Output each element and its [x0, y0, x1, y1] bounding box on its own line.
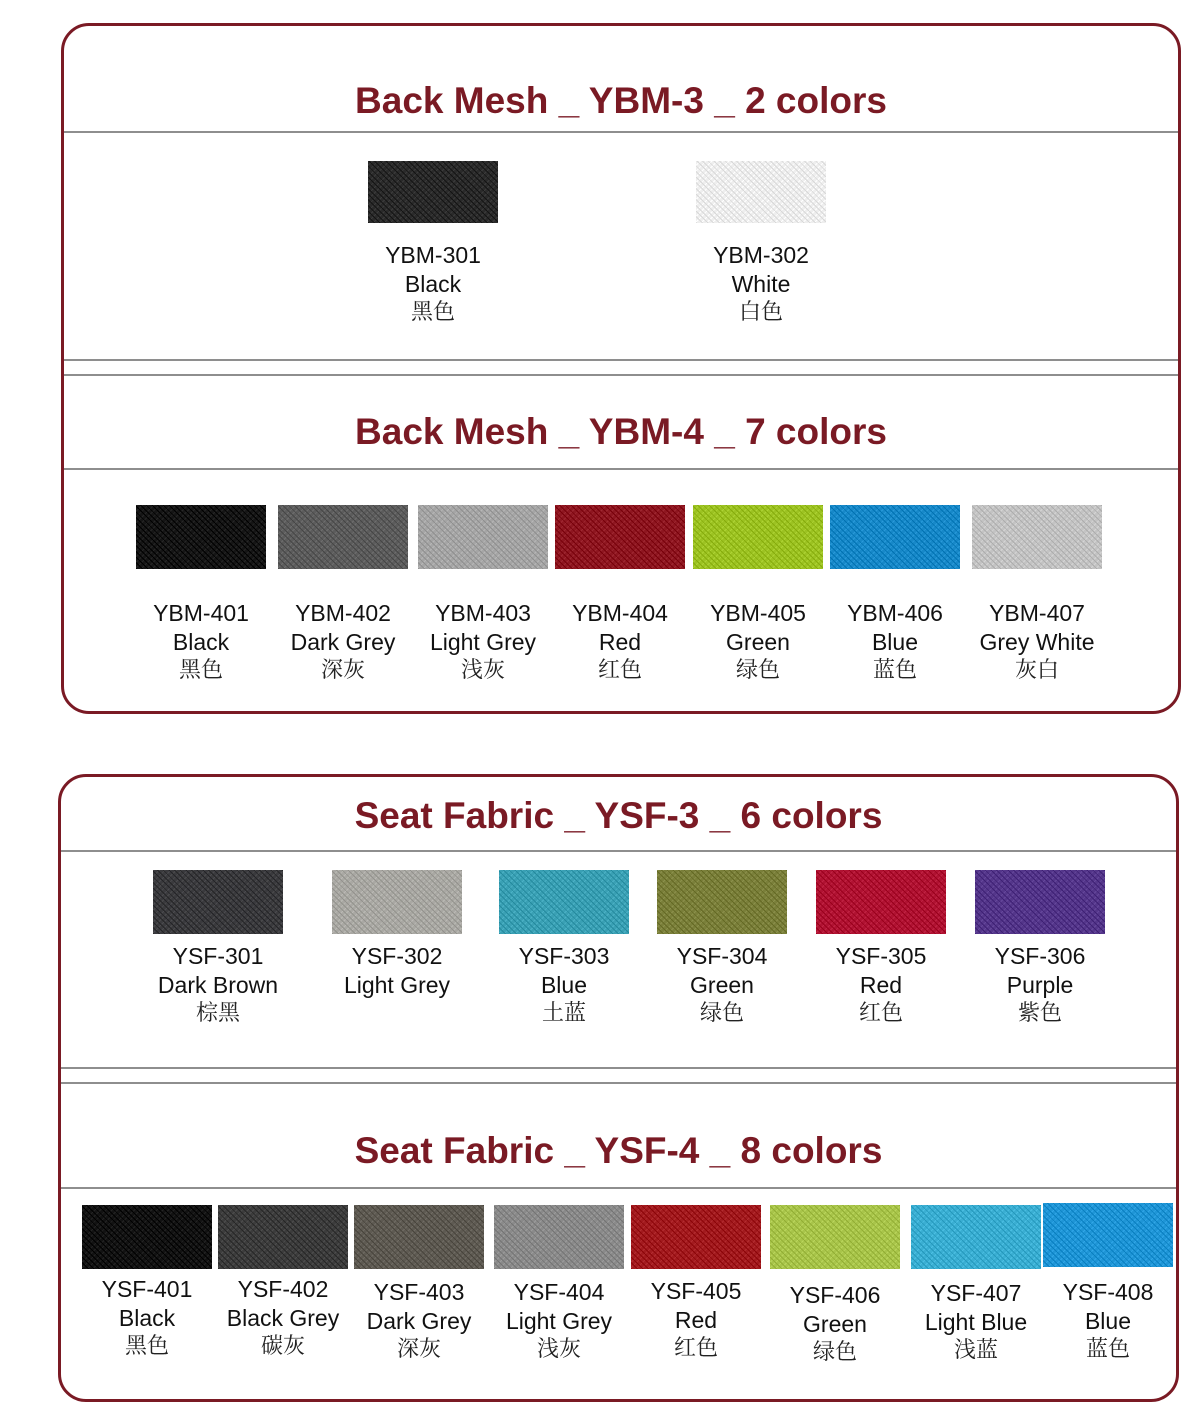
swatch-item: [72, 1205, 222, 1361]
swatch-name-cn: 浅蓝: [953, 1338, 998, 1363]
swatch-code: YSF-305: [835, 943, 927, 969]
swatch-name-cn: 蓝色: [1085, 1337, 1130, 1362]
swatch-code: YBM-405: [710, 600, 806, 626]
swatch-item: [408, 505, 558, 685]
section-title-ysf-4: Seat Fabric _ YSF-4 _ 8 colors: [354, 1130, 883, 1171]
swatch-name-cn: 深灰: [396, 1337, 441, 1362]
swatch-name: Light Grey: [505, 1308, 613, 1334]
swatch-code: YBM-404: [572, 600, 668, 626]
swatch-ybm-301: [368, 161, 498, 223]
section-title-ybm-4: Back Mesh _ YBM-4 _ 7 colors: [355, 411, 887, 452]
swatch-name: Dark Grey: [366, 1308, 472, 1334]
swatch-code: YBM-401: [153, 600, 249, 626]
swatch-ysf-304: [657, 870, 787, 934]
swatch-code: YBM-402: [295, 600, 391, 626]
swatch-name: Green: [803, 1311, 867, 1337]
swatch-item: [820, 505, 970, 685]
swatch-name: Black Grey: [226, 1305, 340, 1331]
swatch-ybm-406: [830, 505, 960, 569]
swatch-item: [268, 505, 418, 685]
swatch-name: Light Grey: [429, 629, 537, 655]
swatch-name-cn: 浅灰: [536, 1337, 581, 1362]
swatch-item: [484, 1205, 634, 1364]
swatch-name: Black: [172, 629, 230, 655]
swatch-ysf-403: [354, 1205, 484, 1269]
swatch-name: Dark Brown: [157, 972, 279, 998]
swatch-name: Green: [690, 972, 754, 998]
swatch-name-cn: 黑色: [410, 300, 455, 325]
swatch-ybm-405: [693, 505, 823, 569]
seat-fabric-panel: [58, 774, 1179, 1402]
swatch-item: [806, 870, 956, 1028]
swatch-ysf-401: [82, 1205, 212, 1269]
back-mesh-panel: [61, 23, 1181, 714]
swatch-name-cn: 土蓝: [541, 1001, 586, 1026]
swatch-name: Light Grey: [343, 972, 451, 998]
swatch-ybm-302: [696, 161, 826, 223]
swatch-ysf-408: [1043, 1203, 1173, 1267]
swatch-code: YSF-303: [518, 943, 610, 969]
swatch-ysf-301: [153, 870, 283, 934]
swatch-ysf-402: [218, 1205, 348, 1269]
swatch-code: YBM-406: [847, 600, 943, 626]
swatch-item: [344, 1205, 494, 1364]
swatch-item: [143, 870, 293, 1028]
divider: [64, 468, 1178, 470]
swatch-ysf-305: [816, 870, 946, 934]
swatch-ysf-306: [975, 870, 1105, 934]
swatch-ysf-404: [494, 1205, 624, 1269]
swatch-item: [901, 1205, 1051, 1365]
swatch-name: Red: [674, 1307, 718, 1333]
swatch-name-cn: 红色: [673, 1336, 718, 1361]
swatch-name: Blue: [1084, 1308, 1132, 1334]
divider: [64, 131, 1178, 133]
swatch-item: [1033, 1203, 1183, 1364]
swatch-ysf-303: [499, 870, 629, 934]
swatch-code: YSF-404: [513, 1279, 605, 1305]
divider: [61, 1187, 1176, 1189]
swatch-ybm-403: [418, 505, 548, 569]
swatch-name: Red: [859, 972, 903, 998]
swatch-item: [126, 505, 276, 685]
swatch-code: YSF-304: [676, 943, 768, 969]
swatch-item: [545, 505, 695, 685]
swatch-ysf-406: [770, 1205, 900, 1269]
swatch-ybm-407: [972, 505, 1102, 569]
swatch-item: [208, 1205, 358, 1361]
swatch-code: YBM-407: [989, 600, 1085, 626]
swatch-name-cn: 红色: [597, 658, 642, 683]
swatch-name: Light Blue: [924, 1309, 1028, 1335]
swatch-name: Grey White: [979, 629, 1095, 655]
swatch-item: [686, 161, 836, 327]
swatch-name-cn: 绿色: [699, 1001, 744, 1026]
swatch-item: [358, 161, 508, 327]
swatch-code: YSF-306: [994, 943, 1086, 969]
swatch-name-cn: 棕黑: [195, 1001, 240, 1026]
swatch-item: [322, 870, 472, 1000]
swatch-code: YSF-407: [930, 1280, 1022, 1306]
swatch-ybm-402: [278, 505, 408, 569]
divider: [61, 850, 1176, 852]
swatch-name: Black: [118, 1305, 176, 1331]
swatch-name: Green: [726, 629, 790, 655]
section-title-ybm-3: Back Mesh _ YBM-3 _ 2 colors: [355, 80, 887, 121]
swatch-item: [965, 870, 1115, 1028]
section-title-ysf-3: Seat Fabric _ YSF-3 _ 6 colors: [354, 795, 883, 836]
swatch-name-cn: 红色: [858, 1001, 903, 1026]
swatch-name: Purple: [1006, 972, 1074, 998]
divider: [64, 374, 1178, 376]
swatch-name-cn: 灰白: [1014, 658, 1059, 683]
swatch-item: [760, 1205, 910, 1367]
swatch-name: Red: [598, 629, 642, 655]
swatch-code: YSF-401: [101, 1276, 193, 1302]
swatch-ysf-405: [631, 1205, 761, 1269]
swatch-item: [962, 505, 1112, 685]
divider: [61, 1067, 1176, 1069]
swatch-name-cn: 黑色: [178, 658, 223, 683]
swatch-item: [489, 870, 639, 1028]
swatch-name-cn: 绿色: [735, 658, 780, 683]
swatch-code: YSF-302: [351, 943, 443, 969]
swatch-name-cn: 白色: [738, 300, 783, 325]
swatch-code: YSF-405: [650, 1278, 742, 1304]
swatch-name-cn: 深灰: [320, 658, 365, 683]
swatch-code: YSF-408: [1062, 1279, 1154, 1305]
swatch-code: YBM-403: [435, 600, 531, 626]
swatch-name-cn: 浅灰: [460, 658, 505, 683]
swatch-code: YSF-301: [172, 943, 264, 969]
swatch-name-cn: 蓝色: [872, 658, 917, 683]
swatch-ybm-404: [555, 505, 685, 569]
swatch-name: Blue: [540, 972, 588, 998]
swatch-item: [647, 870, 797, 1028]
swatch-name-cn: 碳灰: [260, 1334, 305, 1359]
swatch-name: Dark Grey: [290, 629, 396, 655]
swatch-name: Blue: [871, 629, 919, 655]
divider: [64, 359, 1178, 361]
swatch-code: YSF-402: [237, 1276, 329, 1302]
swatch-name: Black: [404, 271, 462, 297]
swatch-name-cn: 紫色: [1017, 1001, 1062, 1026]
divider: [61, 1082, 1176, 1084]
swatch-code: YSF-406: [789, 1282, 881, 1308]
swatch-ybm-401: [136, 505, 266, 569]
swatch-name-cn: 绿色: [812, 1340, 857, 1365]
swatch-item: [621, 1205, 771, 1363]
swatch-name: White: [731, 271, 791, 297]
swatch-code: YSF-403: [373, 1279, 465, 1305]
swatch-code: YBM-301: [385, 242, 481, 268]
swatch-ysf-302: [332, 870, 462, 934]
swatch-name-cn: 黑色: [124, 1334, 169, 1359]
swatch-code: YBM-302: [713, 242, 809, 268]
swatch-ysf-407: [911, 1205, 1041, 1269]
swatch-item: [683, 505, 833, 685]
